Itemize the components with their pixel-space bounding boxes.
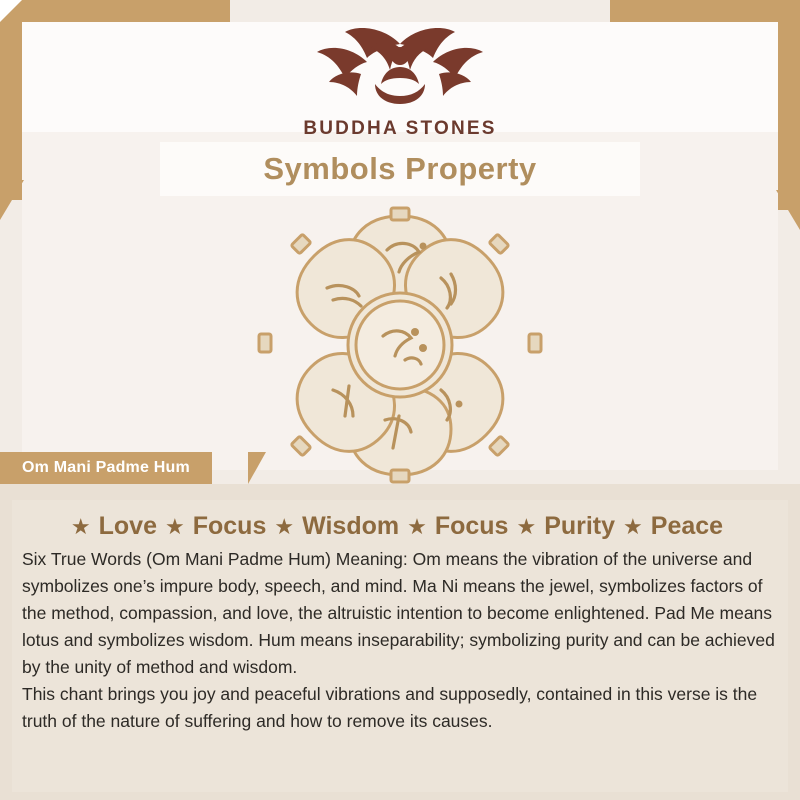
star-icon: ★ — [407, 513, 427, 539]
keyword-list — [0, 512, 800, 541]
keyword-focus-3: Focus — [434, 512, 509, 540]
om-mani-padme-hum-lotus-mandala-icon — [255, 204, 545, 486]
keyword-peace-5: Peace — [650, 512, 724, 540]
page-title-text: Symbols Property — [263, 151, 537, 186]
om-mani-padme-hum-tag — [0, 452, 212, 484]
brand-name: BUDDHA STONES — [303, 118, 497, 139]
star-icon: ★ — [70, 513, 91, 539]
star-icon: ★ — [516, 513, 537, 539]
page-title — [160, 142, 640, 196]
tag-ribbon-notch-icon — [248, 452, 266, 484]
keyword-focus-1: Focus — [192, 512, 267, 540]
star-icon: ★ — [623, 513, 643, 539]
brand-logo — [0, 18, 800, 140]
tag-label: Om Mani Padme Hum — [22, 459, 190, 476]
description-text — [22, 546, 782, 735]
description-paragraph-1: Six True Words (Om Mani Padme Hum) Meaning: Om means the vibration of the universe and symbolizes one’s impure body, speech, and mind. Ma Ni means the jewel, symbolizes factors of the method, compassion, and love, the altruistic intention to become enlightened. Pad Me means lotus and symbolizes wisdom. Hum means inseparability; symbolizing purity and can be achieved by the unity of method and wisdom. — [22, 549, 775, 677]
mandala-illustration — [0, 204, 800, 486]
lotus-meditation-figure-icon — [305, 18, 495, 114]
star-icon: ★ — [165, 513, 185, 539]
keyword-love-0: Love — [98, 512, 157, 540]
star-icon: ★ — [274, 513, 295, 539]
description-paragraph-2: This chant brings you joy and peaceful vibrations and supposedly, contained in this verse is the truth of the nature of suffering and how to remove its causes. — [22, 684, 758, 731]
keyword-wisdom-2: Wisdom — [302, 512, 400, 540]
keyword-purity-4: Purity — [544, 512, 616, 540]
